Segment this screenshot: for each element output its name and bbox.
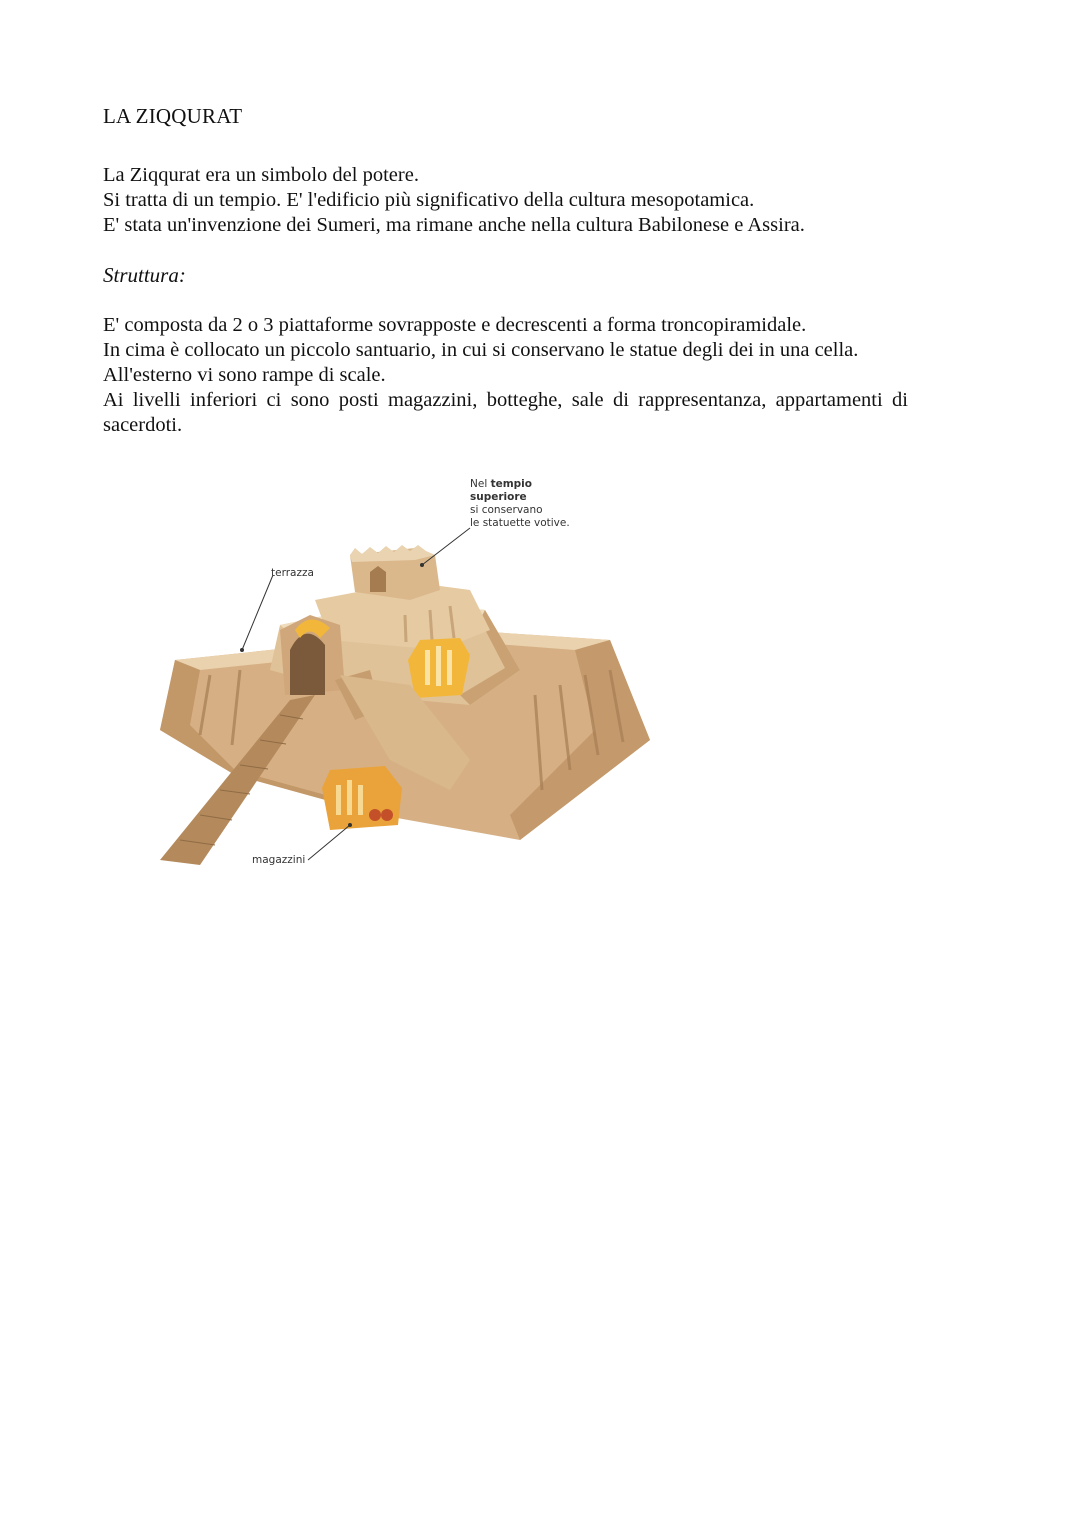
intro-line: Si tratta di un tempio. E' l'edificio più significativo della cultura mesopotamica. [103,189,755,211]
terrace-leader-line [242,575,273,650]
temple-label: Nel tempio superiore si conservano le statuette votive. [470,478,570,529]
temple-leader-line [422,528,470,565]
structure-heading: Struttura: [103,263,186,287]
structure-line: All'esterno vi sono rampe di scale. [103,364,386,386]
structure-line: sacerdoti. [103,414,183,436]
terrace-label: terrazza [271,567,314,579]
ziggurat-illustration [140,470,680,900]
document-title: LA ZIQQURAT [103,104,243,128]
intro-line: E' stata un'invenzione dei Sumeri, ma rimane anche nella cultura Babilonese e Assira. [103,214,805,236]
storage-leader-line [308,825,350,860]
intro-line: La Ziqqurat era un simbolo del potere. [103,164,419,186]
storage-label: magazzini [252,854,306,866]
structure-paragraph [103,313,908,438]
structure-line: Ai livelli inferiori ci sono posti magazzini, botteghe, sale di rappresentanza, appartamenti di [103,389,908,411]
structure-line: In cima è collocato un piccolo santuario, in cui si conservano le statue degli dei in una cella. [103,339,859,361]
ziggurat-drawing [140,470,680,900]
intro-paragraph [103,163,923,238]
structure-line: E' composta da 2 o 3 piattaforme sovrapposte e decrescenti a forma troncopiramidale. [103,314,807,336]
